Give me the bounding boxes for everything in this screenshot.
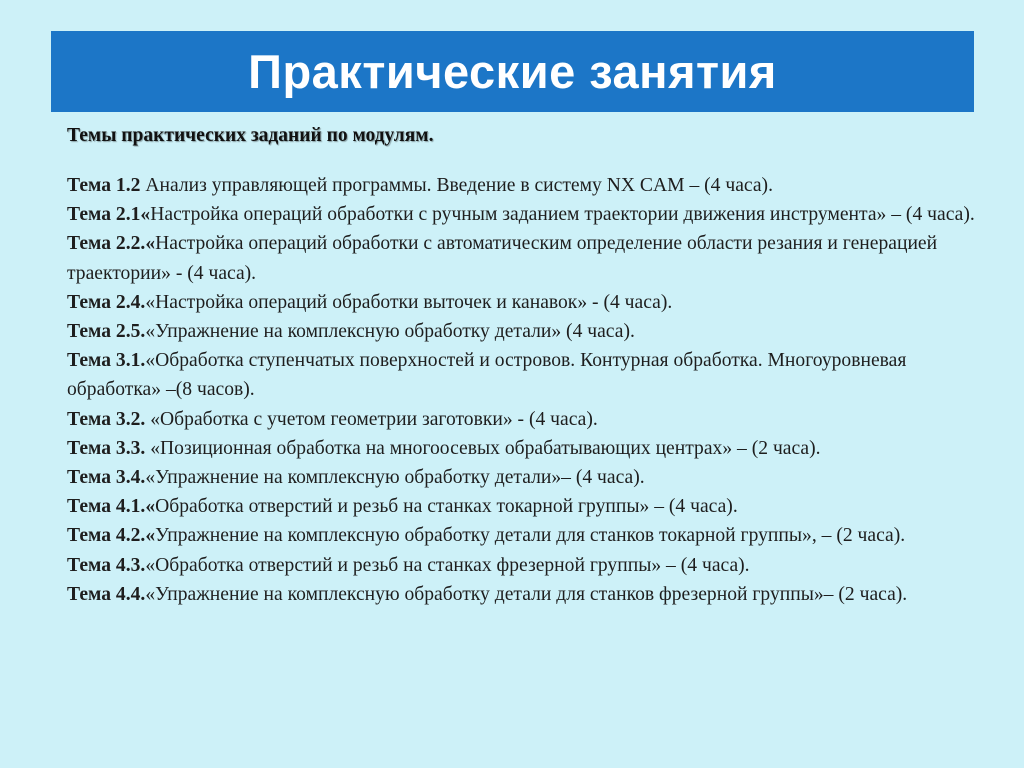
topic-label: Тема 1.2 [67,175,141,196]
topic-text: «Упражнение на комплексную обработку детали»– (4 часа). [145,467,645,489]
topic-item [67,580,1002,609]
topic-text: Обработка отверстий и резьб на станках токарной группы» – (4 часа). [155,496,738,518]
topic-item [67,551,1002,580]
topic-text: «Упражнение на комплексную обработку детали для станков фрезерной группы»– (2 часа). [145,583,908,605]
section-subtitle: Темы практических заданий по модулям. [67,125,434,146]
topic-item [67,434,1002,463]
topic-label: Тема 3.3. [67,437,146,459]
topic-label: Тема 2.5. [67,321,146,343]
topic-label: Тема 4.4. [67,583,146,605]
topic-text: Упражнение на комплексную обработку детали для станков токарной группы», – (2 часа). [155,525,906,547]
topic-label: Тема 2.1« [67,204,151,226]
topic-label: Тема 4.2.« [67,525,156,547]
topic-text: «Обработка отверстий и резьб на станках фрезерной группы» – (4 часа). [145,554,750,576]
topic-item [67,317,1002,346]
topic-label: Тема 3.2. [67,408,146,430]
topic-text: «Позиционная обработка на многоосевых обрабатывающих центрах» – (2 часа). [145,437,821,459]
topic-label: Тема 4.1.« [67,496,156,518]
topic-label: Тема 2.4. [67,291,146,313]
topic-item [67,521,1002,550]
topic-text: Настройка операций обработки с автоматическим определение области резания и генерацией траектории» - (4 часа). [67,233,938,284]
title-banner [51,31,974,112]
topic-label: Тема 3.1. [67,350,146,372]
topic-item [67,171,1002,200]
topic-text: «Обработка с учетом геометрии заготовки» - (4 часа). [145,408,598,430]
topic-label: Тема 3.4. [67,467,146,489]
topic-item [67,463,1002,492]
topic-item [67,492,1002,521]
topics-list [67,171,1002,609]
topic-label: Тема 4.3. [67,554,146,576]
topic-item [67,229,1002,287]
topic-text: Настройка операций обработки с ручным заданием траектории движения инструмента» – (4 часа). [150,204,975,226]
topic-text: «Обработка ступенчатых поверхностей и островов. Контурная обработка. Многоуровневая обработка» –(8 часов). [67,350,907,401]
topic-text: «Упражнение на комплексную обработку детали» (4 часа). [145,321,635,343]
topic-text: Анализ управляющей программы. Введение в систему NX CAM – (4 часа). [140,175,773,196]
topic-item [67,288,1002,317]
topic-item [67,200,1002,229]
page-title: Практические занятия [248,45,777,98]
topic-item [67,405,1002,434]
topic-item [67,346,1002,404]
topic-text: «Настройка операций обработки выточек и канавок» - (4 часа). [145,291,673,313]
topic-label: Тема 2.2.« [67,233,156,255]
